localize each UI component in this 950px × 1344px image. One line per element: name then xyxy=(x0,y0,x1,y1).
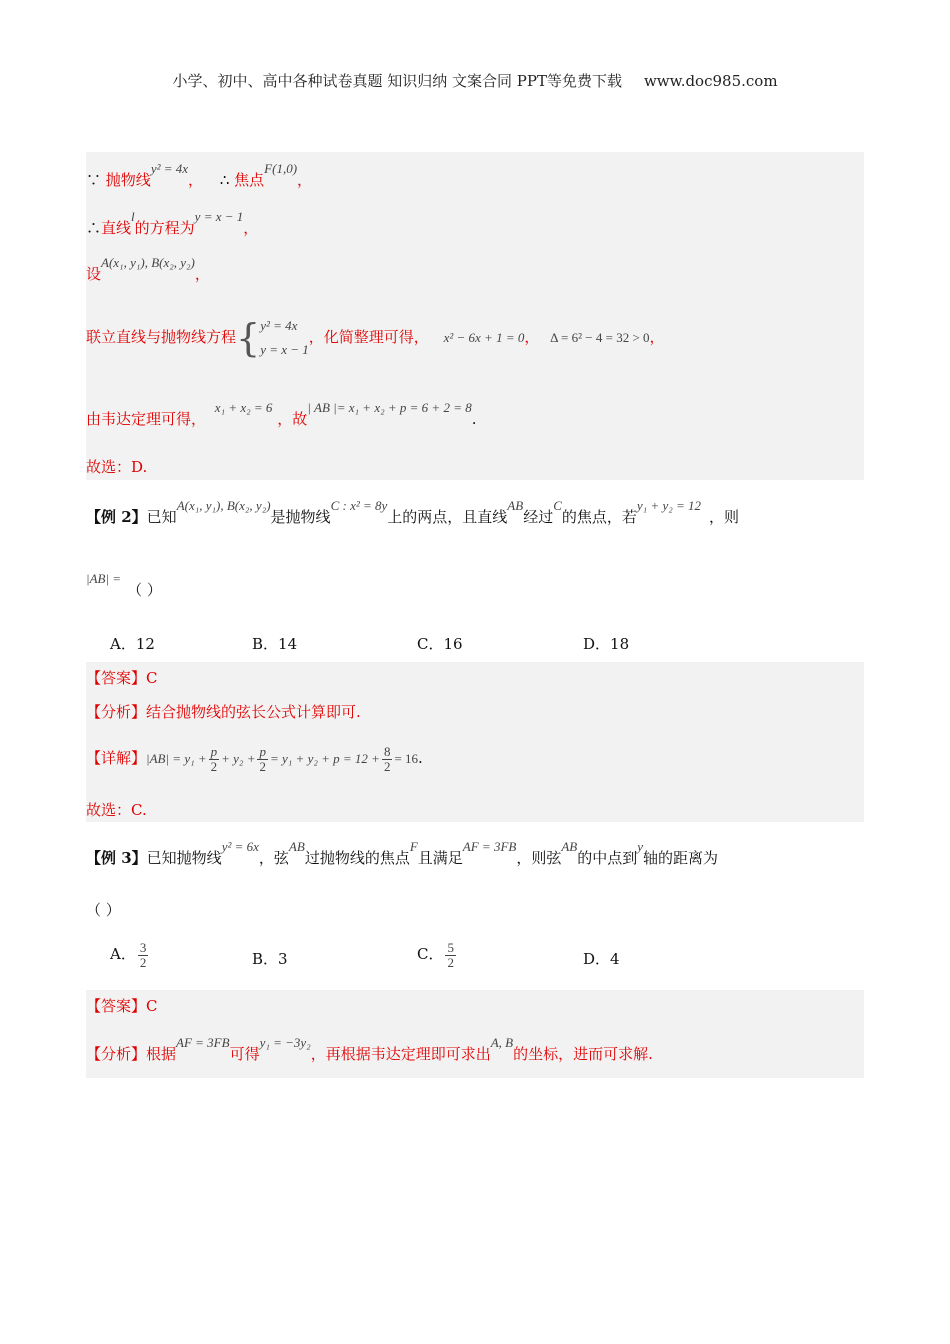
sum-equation: y₁ + y₂ = 12 xyxy=(636,498,702,513)
header-site: www.doc985.com xyxy=(643,72,778,90)
ex1-choose: 故选：D. xyxy=(86,458,148,476)
ex3-answer: 【答案】C xyxy=(86,997,158,1015)
ex1-line-parabola xyxy=(86,161,313,191)
option-label: C． xyxy=(417,945,444,963)
fraction-denominator: 2 xyxy=(139,954,147,970)
period: . xyxy=(418,749,423,767)
therefore-symbol: ∴ xyxy=(219,171,230,189)
delta-equation: Δ = 6² − 4 = 32 > 0 xyxy=(550,330,650,345)
condition-equation: AF = 3FB xyxy=(462,839,517,854)
ab-abs: |AB| = xyxy=(86,571,122,586)
ex1-line-vieta xyxy=(86,400,477,430)
fraction-denominator: 2 xyxy=(447,954,454,970)
ex2-option-b: B．14 xyxy=(252,635,298,653)
ex2-question-line2 xyxy=(86,571,162,601)
then-chord-label: ，则弦 xyxy=(516,849,562,867)
simplify-label: ，化简整理可得， xyxy=(308,328,429,346)
detail-part-a: |AB| = y₁ + xyxy=(146,751,207,766)
because-symbol: ∵ xyxy=(86,171,102,189)
ex3-blank: （ ） xyxy=(86,901,121,919)
brace-symbol: { xyxy=(236,316,261,360)
ex3-option-d: D．4 xyxy=(583,950,620,968)
focus-label: 焦点 xyxy=(234,171,265,189)
8-over-2-fraction xyxy=(382,745,393,774)
fraction-numerator: 8 xyxy=(383,743,391,759)
ex3-option-c xyxy=(417,934,458,974)
passes-label: 经过 xyxy=(523,508,554,526)
quadratic-equation: x² − 6x + 1 = 0 xyxy=(443,330,525,345)
c-symbol: C xyxy=(553,498,562,513)
ex2-answer: 【答案】C xyxy=(86,669,158,687)
comma: ， xyxy=(524,328,540,346)
ex3-answer-box xyxy=(86,990,864,1078)
detail-part-b: + y₂ + xyxy=(221,751,256,766)
vieta-equation: x₁ + x₂ = 6 xyxy=(214,400,273,415)
parabola-equation: C : x² = 8y xyxy=(330,498,388,513)
header-text: 小学、初中、高中各种试卷真题 知识归纳 文案合同 PPT等免费下载 xyxy=(172,72,622,90)
parabola-equation: y² = 6x xyxy=(221,839,259,854)
fraction-numerator: 3 xyxy=(139,939,147,955)
analysis-part-c: ，再根据韦达定理即可求出 xyxy=(310,1045,491,1063)
chord-label: ，弦 xyxy=(258,849,289,867)
is-parabola-label: 是抛物线 xyxy=(270,508,331,526)
parabola-label: 抛物线 xyxy=(105,171,151,189)
p-over-2-fraction xyxy=(257,745,268,774)
fraction-denominator: 2 xyxy=(210,758,218,774)
y-symbol: y xyxy=(637,839,644,854)
ex1-line-equation xyxy=(86,209,259,239)
points-equation: A(x₁, y₁), B(x₂, y₂) xyxy=(176,498,271,513)
comma: ， xyxy=(297,171,313,189)
fraction-denominator: 2 xyxy=(383,758,391,774)
analysis-part-d: 的坐标，进而可求解. xyxy=(513,1045,653,1063)
line-label: 直线 xyxy=(101,219,132,237)
analysis-part-a: 【分析】根据 xyxy=(86,1045,177,1063)
ex3-option-a xyxy=(110,934,150,974)
equation-label: 的方程为 xyxy=(134,219,195,237)
ex2-option-c: C．16 xyxy=(417,635,463,653)
ab-symbol: AB xyxy=(288,839,305,854)
comma: ， xyxy=(649,328,665,346)
then-label: ，则 xyxy=(709,508,740,526)
known-label: 已知 xyxy=(146,508,177,526)
ab-equation: | AB |= x₁ + x₂ + p = 6 + 2 = 8 xyxy=(307,400,472,415)
analysis-part-b: 可得 xyxy=(229,1045,260,1063)
detail-label: 【详解】 xyxy=(86,749,147,767)
f-symbol: F xyxy=(409,839,418,854)
axis-distance-label: 轴的距离为 xyxy=(643,849,719,867)
p-over-2-fraction xyxy=(209,745,220,774)
comma: ， xyxy=(243,219,259,237)
ex1-line-system xyxy=(86,312,665,363)
fraction-numerator: p xyxy=(259,743,266,759)
page-header xyxy=(0,70,950,91)
analysis-equation2: y₁ = −3y₂ xyxy=(259,1035,311,1050)
combine-label: 联立直线与抛物线方程 xyxy=(86,328,237,346)
blank-paren: （ ） xyxy=(127,581,162,599)
ex2-answer-box xyxy=(86,662,864,822)
ex2-question-line1 xyxy=(86,498,740,528)
3-over-2-fraction xyxy=(138,941,149,970)
ab-symbol: AB xyxy=(507,498,524,513)
fraction-denominator: 2 xyxy=(259,758,266,774)
period: . xyxy=(471,410,477,428)
satisfy-label: 且满足 xyxy=(417,849,463,867)
option-label: A． xyxy=(110,945,136,963)
ex3-question-line1 xyxy=(86,839,719,869)
focus-equation: F(1,0) xyxy=(264,161,298,176)
focus-if-label: 的焦点，若 xyxy=(561,508,637,526)
ex2-option-a: A．12 xyxy=(110,635,155,653)
ex2-analysis: 【分析】结合抛物线的弦长公式计算即可. xyxy=(86,703,361,721)
ab-symbol: AB xyxy=(561,839,578,854)
midpoint-label: 的中点到 xyxy=(577,849,638,867)
ex1-line-set xyxy=(86,255,210,285)
ex3-analysis xyxy=(86,1035,653,1065)
ex3-tag: 【例 3】 xyxy=(86,849,147,867)
vieta-label: 由韦达定理可得， xyxy=(86,410,207,428)
5-over-2-fraction xyxy=(445,941,456,970)
line-l: l xyxy=(131,209,135,224)
system-eq1: y² = 4x xyxy=(260,318,298,333)
line-equation: y = x − 1 xyxy=(194,209,244,224)
comma: ， xyxy=(194,265,210,283)
comma: ， xyxy=(188,171,204,189)
ex2-option-d: D．18 xyxy=(583,635,630,653)
analysis-equation1: AF = 3FB xyxy=(176,1035,230,1050)
fraction-numerator: p xyxy=(210,743,218,759)
ex1-solution-box xyxy=(86,152,864,480)
ex2-tag: 【例 2】 xyxy=(86,508,147,526)
ex2-detail xyxy=(86,738,423,779)
detail-part-d: = 16 xyxy=(394,751,419,766)
analysis-equation3: A, B xyxy=(490,1035,514,1050)
fraction-numerator: 5 xyxy=(447,939,454,955)
system-eq2: y = x − 1 xyxy=(260,342,309,357)
parabola-equation: y² = 4x xyxy=(150,161,189,176)
therefore-symbol: ∴ xyxy=(86,219,102,237)
known-label: 已知抛物线 xyxy=(146,849,222,867)
ex2-choose: 故选：C. xyxy=(86,801,147,819)
through-focus-label: 过抛物线的焦点 xyxy=(304,849,410,867)
set-label: 设 xyxy=(86,265,102,283)
so-label: ，故 xyxy=(277,410,308,428)
detail-part-c: = y₁ + y₂ + p = 12 + xyxy=(269,751,380,766)
two-points-label: 上的两点，且直线 xyxy=(387,508,508,526)
points-equation: A(x₁, y₁), B(x₂, y₂) xyxy=(101,255,195,270)
ex3-option-b: B．3 xyxy=(252,950,288,968)
